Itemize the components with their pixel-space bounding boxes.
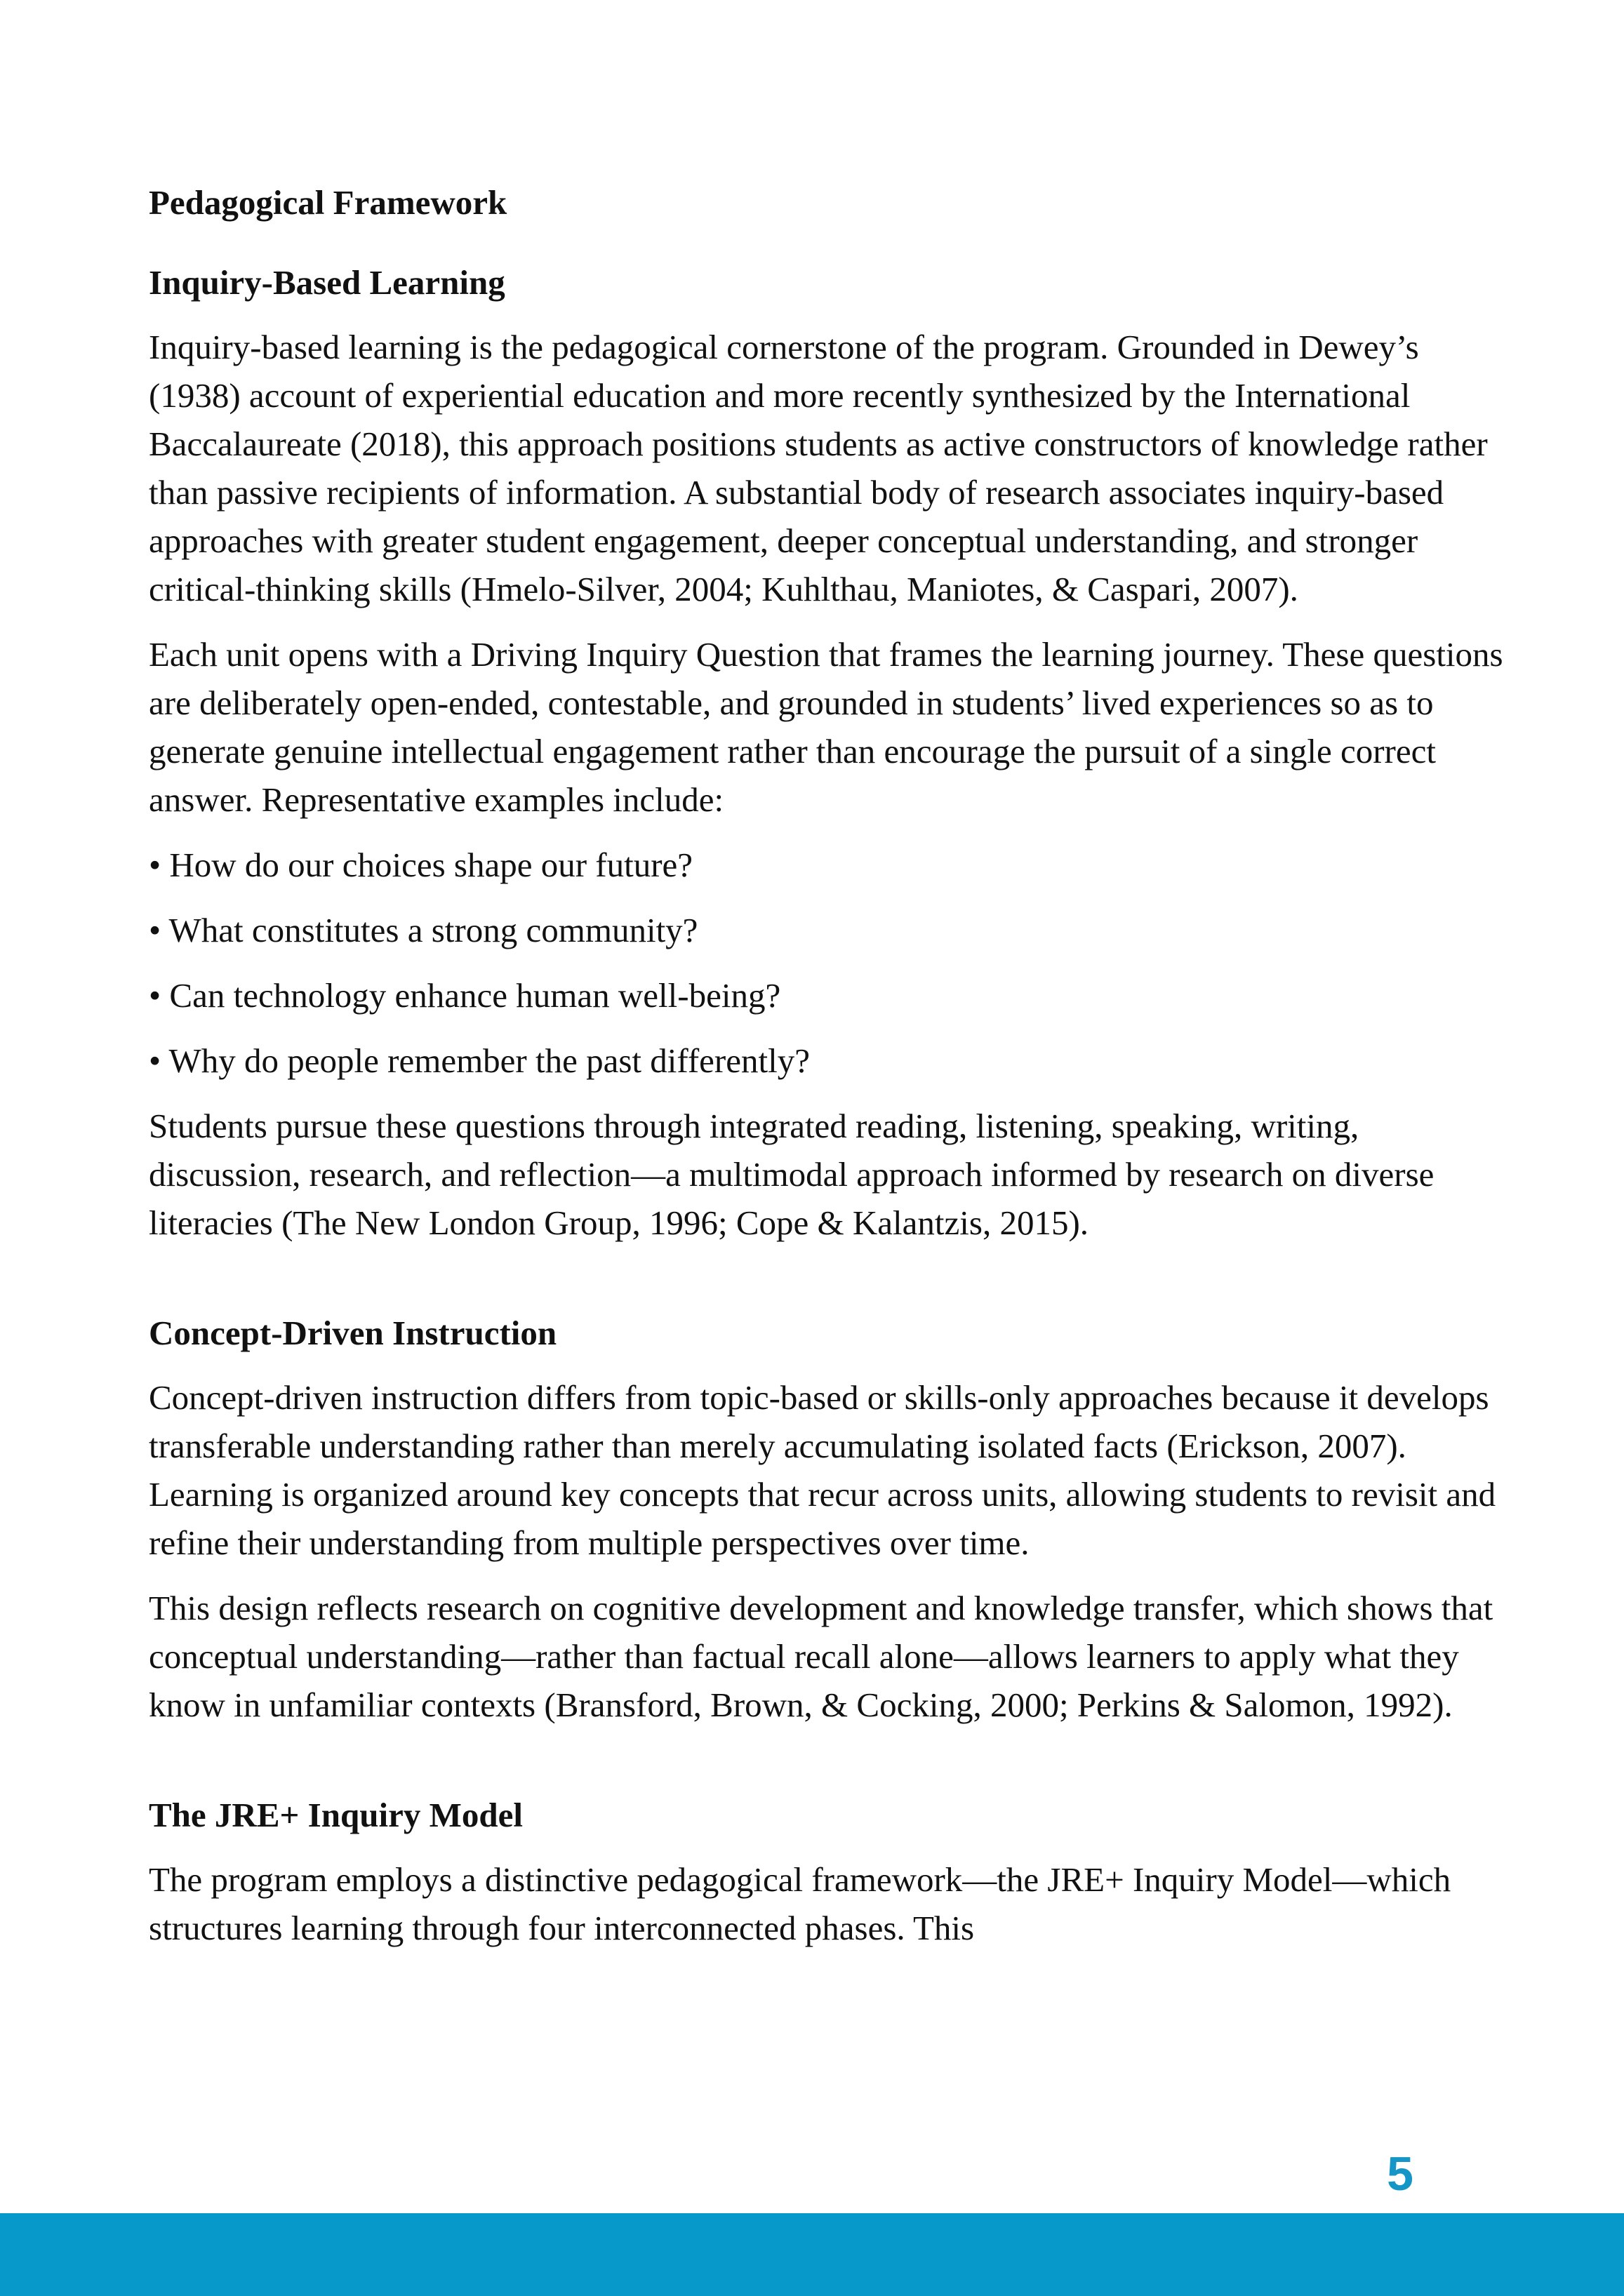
question-text: What constitutes a strong community? xyxy=(168,911,698,949)
bullet-marker: • xyxy=(149,976,161,1015)
inquiry-heading: Inquiry-Based Learning xyxy=(149,263,505,302)
list-item xyxy=(149,841,1503,889)
inquiry-paragraph: Inquiry-based learning is the pedagogical cornerstone of the program. Grounded in Dewey’s (1938) account of experiential education and more recently synthesized by the International Baccalaureate (2018), this approach positions students as active constructors of knowledge rather than passive recipients of information. A substantial body of research associates inquiry-based approaches with greater student engagement, deeper conceptual understanding, and stronger critical-thinking skills (Hmelo-Silver, 2004; Kuhlthau, Maniotes, & Caspari, 2007). xyxy=(149,328,1488,608)
concept-paragraph: This design reflects research on cognitive development and knowledge transfer, which shows that conceptual understanding—rather than factual recall alone—allows learners to apply what they know in unfamiliar contexts (Bransford, Brown, & Cocking, 2000; Perkins & Salomon, 1992). xyxy=(149,1589,1493,1724)
page-content xyxy=(149,181,1503,1969)
question-list xyxy=(149,841,1503,1085)
question-text: How do our choices shape our future? xyxy=(169,846,693,884)
concept-paragraph: Concept-driven instruction differs from topic-based or skills-only approaches because it develops transferable understanding rather than merely accumulating isolated facts (Erickson, 2007). Learning is organized around key concepts that recur across units, allowing students to revisit and refine their understanding from multiple perspectives over time. xyxy=(149,1378,1496,1562)
footer-band xyxy=(0,2213,1624,2296)
section-title: Pedagogical Framework xyxy=(149,183,507,222)
question-text: Can technology enhance human well-being? xyxy=(169,976,781,1015)
bullet-marker: • xyxy=(149,1041,161,1080)
page-number: 5 xyxy=(1387,2147,1413,2201)
inquiry-closing-paragraph: Students pursue these questions through integrated reading, listening, speaking, writing, discussion, research, and reflection—a multimodal approach informed by research on diverse literacies (The New London Group, 1996; Cope & Kalantzis, 2015). xyxy=(149,1107,1435,1242)
list-item xyxy=(149,1036,1503,1085)
list-item xyxy=(149,971,1503,1020)
question-text: Why do people remember the past differently? xyxy=(168,1041,810,1080)
model-paragraph: The program employs a distinctive pedagogical framework—the JRE+ Inquiry Model—which structures learning through four interconnected phases. This xyxy=(149,1860,1451,1947)
list-item xyxy=(149,906,1503,954)
concept-heading: Concept-Driven Instruction xyxy=(149,1314,557,1352)
inquiry-paragraph: Each unit opens with a Driving Inquiry Question that frames the learning journey. These questions are deliberately open-ended, contestable, and grounded in students’ lived experiences so as to generate genuine intellectual engagement rather than encourage the pursuit of a single correct answer. Representative examples include: xyxy=(149,635,1503,819)
bullet-marker: • xyxy=(149,911,161,949)
model-heading: The JRE+ Inquiry Model xyxy=(149,1796,523,1834)
bullet-marker: • xyxy=(149,846,161,884)
